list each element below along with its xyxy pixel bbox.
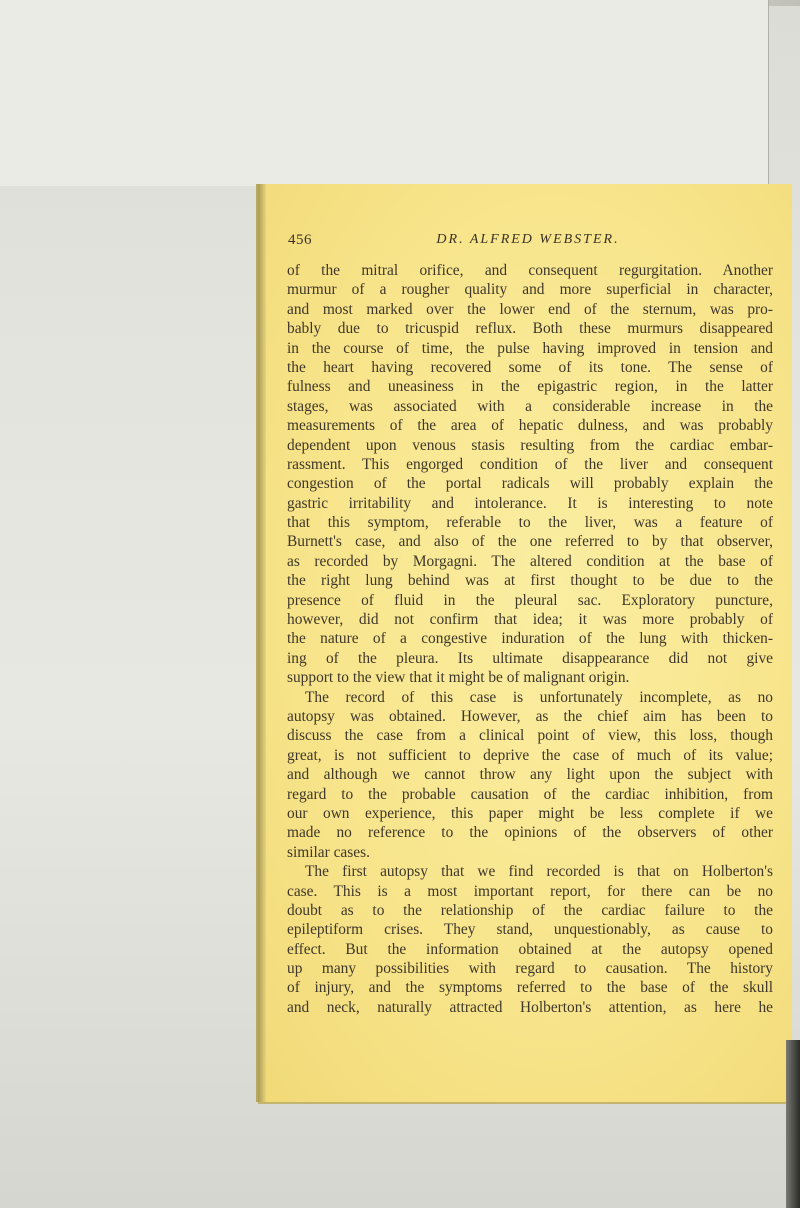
- page-header: [288, 232, 768, 256]
- text-line: fulness and uneasiness in the epigastric region, in the latter: [287, 378, 773, 396]
- text-line: ing of the pleura. Its ultimate disappearance did not give: [287, 649, 773, 667]
- text-line: presence of fluid in the pleural sac. Exploratory puncture,: [287, 591, 773, 609]
- text-line: congestion of the portal radicals will probably explain the: [287, 475, 773, 493]
- text-line: of the mitral orifice, and consequent regurgitation. Another: [287, 262, 773, 279]
- text-line: similar cases.: [287, 843, 370, 861]
- text-line: stages, was associated with a considerable increase in the: [287, 397, 773, 415]
- right-dark-edge: [786, 1040, 800, 1208]
- text-line: that this symptom, referable to the liver, was a feature of: [287, 514, 773, 532]
- text-line: and neck, naturally attracted Holberton's attention, as here he: [287, 998, 773, 1016]
- text-line: however, did not confirm that idea; it was more probably of: [287, 611, 773, 629]
- text-line: up many possibilities with regard to causation. The history: [287, 960, 773, 978]
- text-line: the nature of a congestive induration of the lung with thicken-: [287, 630, 773, 648]
- text-line: of injury, and the symptoms referred to the base of the skull: [287, 979, 773, 997]
- text-line: support to the view that it might be of malignant origin.: [287, 669, 630, 687]
- text-line: and most marked over the lower end of the sternum, was pro-: [287, 300, 773, 318]
- text-line: The first autopsy that we find recorded is that on Holberton's: [305, 863, 773, 881]
- text-line: murmur of a rougher quality and more superficial in character,: [287, 281, 773, 299]
- text-line: autopsy was obtained. However, as the chief aim has been to: [287, 707, 773, 725]
- text-line: epileptiform crises. They stand, unquestionably, as cause to: [287, 921, 773, 939]
- text-line: case. This is a most important report, for there can be no: [287, 882, 773, 900]
- text-line: bably due to tricuspid reflux. Both these murmurs disappeared: [287, 320, 773, 338]
- text-line: great, is not sufficient to deprive the case of much of its value;: [287, 746, 773, 764]
- text-line: discuss the case from a clinical point of view, this loss, though: [287, 727, 773, 745]
- underlying-sheet: [0, 0, 769, 186]
- text-line: doubt as to the relationship of the cardiac failure to the: [287, 901, 773, 919]
- text-line: regard to the probable causation of the cardiac inhibition, from: [287, 785, 773, 803]
- text-line: as recorded by Morgagni. The altered condition at the base of: [287, 552, 773, 570]
- running-head: DR. ALFRED WEBSTER.: [436, 232, 620, 247]
- text-line: Burnett's case, and also of the one referred to by that observer,: [287, 533, 773, 551]
- text-line: our own experience, this paper might be less complete if we: [287, 804, 773, 822]
- text-line: rassment. This engorged condition of the liver and consequent: [287, 455, 773, 473]
- text-line: The record of this case is unfortunately incomplete, as no: [305, 688, 773, 706]
- text-line: effect. But the information obtained at the autopsy opened: [287, 940, 773, 958]
- text-line: the heart having recovered some of its tone. The sense of: [287, 358, 773, 376]
- page-spine-edge: [258, 184, 266, 1102]
- text-line: the right lung behind was at first thought to be due to the: [287, 572, 773, 590]
- text-line: in the course of time, the pulse having improved in tension and: [287, 339, 773, 357]
- text-line: measurements of the area of hepatic dulness, and was probably: [287, 417, 773, 435]
- text-line: dependent upon venous stasis resulting from the cardiac embar-: [287, 436, 773, 454]
- text-line: gastric irritability and intolerance. It is interesting to note: [287, 494, 773, 512]
- text-line: made no reference to the opinions of the observers of other: [287, 824, 773, 842]
- page-number: 456: [288, 232, 312, 248]
- text-line: and although we cannot throw any light upon the subject with: [287, 766, 773, 784]
- body-text: [287, 261, 773, 1017]
